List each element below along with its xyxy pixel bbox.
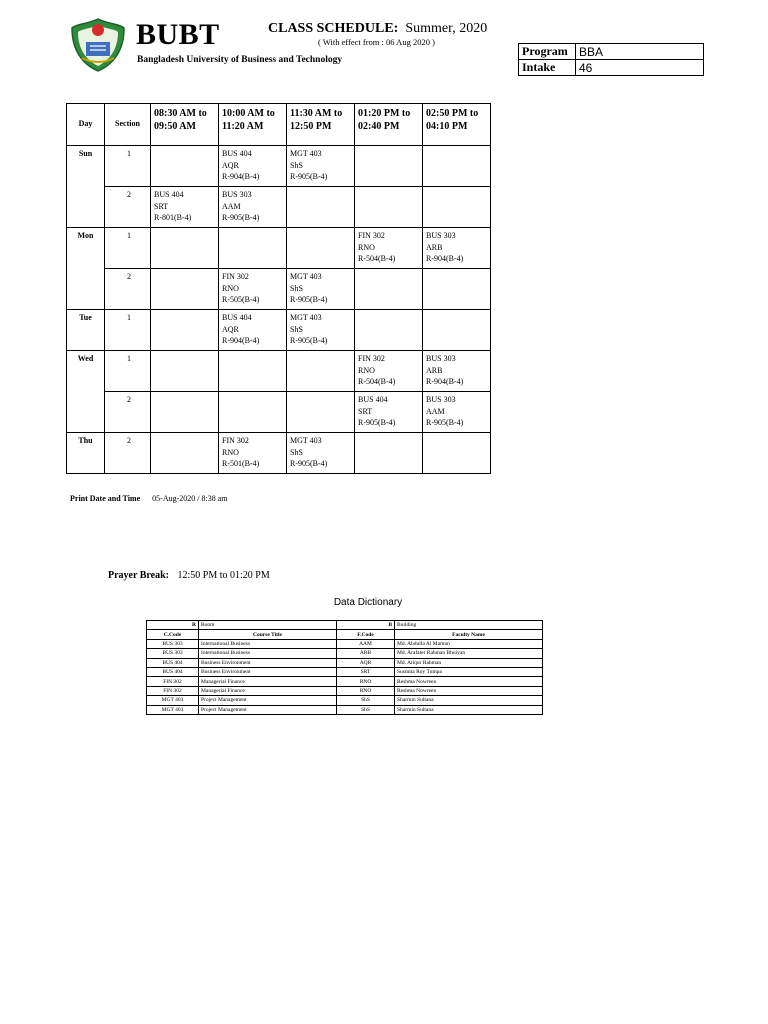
column-header-day: Day — [67, 104, 105, 146]
print-date-time — [70, 494, 227, 503]
day-cell: Mon — [67, 228, 105, 310]
room-key: R — [147, 621, 199, 630]
schedule-title — [268, 21, 487, 37]
class-slot-cell — [219, 269, 287, 310]
course-code: MGT 403 — [147, 696, 199, 705]
slot-time-line: 12:50 PM — [290, 120, 332, 132]
dictionary-row — [147, 677, 543, 686]
empty-slot-cell — [219, 392, 287, 433]
section-cell: 1 — [105, 310, 151, 351]
empty-slot-cell — [355, 433, 423, 474]
course-title: Project Management — [199, 705, 337, 714]
class-slot-line: R-905(B-4) — [290, 172, 328, 181]
empty-slot-cell — [287, 351, 355, 392]
class-slot-line: AQR — [222, 324, 239, 334]
class-slot-line: RNO — [358, 242, 375, 252]
empty-slot-cell — [287, 187, 355, 228]
class-slot-cell — [423, 392, 491, 433]
class-slot-line: BUS 404 — [222, 313, 252, 322]
class-slot-line: R-905(B-4) — [290, 336, 328, 345]
header-course-code: C.Code — [147, 630, 199, 639]
class-slot-line: SRT — [154, 201, 169, 211]
schedule-row — [67, 310, 491, 351]
class-slot-line: RNO — [222, 283, 239, 293]
program-info-table — [518, 43, 704, 76]
course-title: International Business — [199, 649, 337, 658]
class-slot-line: R-904(B-4) — [426, 254, 464, 263]
class-slot-line: BUS 303 — [426, 395, 456, 404]
class-slot-line: R-501(B-4) — [222, 459, 260, 468]
faculty-code: RNO — [337, 686, 395, 695]
class-schedule-table — [66, 103, 491, 474]
section-cell: 2 — [105, 187, 151, 228]
schedule-row — [67, 187, 491, 228]
class-slot-cell — [151, 187, 219, 228]
class-slot-line: BUS 404 — [154, 190, 184, 199]
class-slot-line: R-905(B-4) — [426, 418, 464, 427]
course-code: FIN 302 — [147, 686, 199, 695]
schedule-row — [67, 146, 491, 187]
day-cell: Thu — [67, 433, 105, 474]
course-code: MGT 403 — [147, 705, 199, 714]
class-slot-cell — [219, 146, 287, 187]
class-slot-cell — [355, 351, 423, 392]
empty-slot-cell — [355, 269, 423, 310]
schedule-label: CLASS SCHEDULE: — [268, 21, 399, 36]
course-title: Business Environment — [199, 667, 337, 676]
slot-time-line: 02:40 PM — [358, 120, 400, 132]
slot-time-line: 08:30 AM to — [154, 108, 207, 119]
program-row — [519, 44, 704, 60]
faculty-name: Sharmin Sultana — [395, 705, 543, 714]
class-slot-cell — [219, 433, 287, 474]
faculty-code: ShS — [337, 705, 395, 714]
empty-slot-cell — [423, 146, 491, 187]
empty-slot-cell — [355, 146, 423, 187]
dictionary-row — [147, 658, 543, 667]
class-slot-line: AQR — [222, 160, 239, 170]
slot-time-line: 09:50 AM — [154, 120, 196, 132]
class-slot-line: R-905(B-4) — [290, 459, 328, 468]
prayer-label: Prayer Break: — [108, 570, 170, 581]
section-cell: 2 — [105, 269, 151, 310]
column-header-slot — [355, 104, 423, 146]
class-slot-line: ShS — [290, 160, 303, 170]
university-logo — [68, 16, 128, 74]
class-slot-line: FIN 302 — [358, 231, 385, 240]
class-slot-cell — [355, 392, 423, 433]
empty-slot-cell — [151, 310, 219, 351]
slot-time-line: 01:20 PM to — [358, 108, 411, 119]
dictionary-row — [147, 686, 543, 695]
building-value: Building — [395, 621, 543, 630]
class-slot-cell — [355, 228, 423, 269]
class-slot-cell — [287, 310, 355, 351]
slot-time-line: 02:50 PM to — [426, 108, 479, 119]
column-header-slot — [151, 104, 219, 146]
course-code: BUS 303 — [147, 649, 199, 658]
class-slot-line: BUS 404 — [222, 149, 252, 158]
header-faculty-code: F.Code — [337, 630, 395, 639]
faculty-name: Md. Abdulla Al Mamun — [395, 639, 543, 648]
empty-slot-cell — [151, 146, 219, 187]
class-slot-line: MGT 403 — [290, 272, 322, 281]
empty-slot-cell — [423, 310, 491, 351]
faculty-code: AAM — [337, 639, 395, 648]
section-cell: 1 — [105, 228, 151, 269]
class-slot-line: RNO — [222, 447, 239, 457]
column-header-slot — [287, 104, 355, 146]
class-slot-line: R-504(B-4) — [358, 254, 396, 263]
class-slot-line: R-801(B-4) — [154, 213, 192, 222]
faculty-name: Susmita Roy Tumpa — [395, 667, 543, 676]
course-code: BUS 404 — [147, 658, 199, 667]
dictionary-row — [147, 705, 543, 714]
faculty-code: SRT — [337, 667, 395, 676]
column-header-section: Section — [105, 104, 151, 146]
building-key: B — [337, 621, 395, 630]
empty-slot-cell — [151, 269, 219, 310]
dictionary-row — [147, 667, 543, 676]
faculty-name: Md. Arafater Rahman Bhuiyan — [395, 649, 543, 658]
schedule-row — [67, 433, 491, 474]
class-slot-cell — [423, 228, 491, 269]
section-cell: 1 — [105, 351, 151, 392]
course-title: Project Management — [199, 696, 337, 705]
empty-slot-cell — [355, 310, 423, 351]
schedule-row — [67, 351, 491, 392]
faculty-name: Md. Atiqur Rahman — [395, 658, 543, 667]
slot-time-line: 10:00 AM to — [222, 108, 275, 119]
schedule-row — [67, 392, 491, 433]
class-slot-line: FIN 302 — [222, 436, 249, 445]
course-code: FIN 302 — [147, 677, 199, 686]
dictionary-row — [147, 649, 543, 658]
class-slot-line: ShS — [290, 447, 303, 457]
class-slot-line: MGT 403 — [290, 436, 322, 445]
intake-label: Intake — [519, 60, 576, 76]
course-title: Managerial Finance — [199, 686, 337, 695]
schedule-term: Summer, 2020 — [405, 21, 488, 36]
class-slot-line: FIN 302 — [358, 354, 385, 363]
class-slot-line: ShS — [290, 283, 303, 293]
faculty-code: ShS — [337, 696, 395, 705]
empty-slot-cell — [423, 433, 491, 474]
day-cell: Wed — [67, 351, 105, 433]
class-slot-line: BUS 303 — [426, 354, 456, 363]
dictionary-row — [147, 639, 543, 648]
class-slot-line: R-905(B-4) — [358, 418, 396, 427]
class-slot-line: MGT 403 — [290, 149, 322, 158]
column-header-slot — [423, 104, 491, 146]
header-course-title: Course Title — [199, 630, 337, 639]
faculty-code: AQR — [337, 658, 395, 667]
class-slot-cell — [219, 187, 287, 228]
effective-date: ( With effect from : 06 Aug 2020 ) — [318, 37, 435, 47]
section-cell: 2 — [105, 433, 151, 474]
prayer-value: 12:50 PM to 01:20 PM — [177, 570, 270, 581]
day-cell: Sun — [67, 146, 105, 228]
column-header-slot — [219, 104, 287, 146]
class-slot-line: ARB — [426, 242, 443, 252]
faculty-code: RNO — [337, 677, 395, 686]
class-slot-line: R-904(B-4) — [222, 336, 260, 345]
course-title: Business Environment — [199, 658, 337, 667]
class-slot-line: R-904(B-4) — [426, 377, 464, 386]
intake-row — [519, 60, 704, 76]
intake-value: 46 — [576, 60, 704, 76]
class-slot-line: R-504(B-4) — [358, 377, 396, 386]
empty-slot-cell — [287, 392, 355, 433]
prayer-break — [108, 570, 270, 581]
class-slot-line: R-905(B-4) — [290, 295, 328, 304]
class-slot-cell — [287, 146, 355, 187]
empty-slot-cell — [355, 187, 423, 228]
dictionary-row — [147, 696, 543, 705]
class-slot-cell — [219, 310, 287, 351]
faculty-name: Reshma Nowreen — [395, 677, 543, 686]
data-dictionary-title: Data Dictionary — [333, 597, 403, 608]
course-title: International Business — [199, 639, 337, 648]
class-slot-line: R-904(B-4) — [222, 172, 260, 181]
print-value: 05-Aug-2020 / 8:38 am — [152, 494, 228, 503]
class-slot-line: R-905(B-4) — [222, 213, 260, 222]
header-faculty-name: Faculty Name — [395, 630, 543, 639]
class-slot-line: AAM — [426, 406, 445, 416]
class-slot-cell — [287, 433, 355, 474]
room-value: Room — [199, 621, 337, 630]
empty-slot-cell — [423, 187, 491, 228]
empty-slot-cell — [151, 392, 219, 433]
class-slot-line: ShS — [290, 324, 303, 334]
data-dictionary-table — [146, 620, 543, 715]
program-value: BBA — [576, 44, 704, 60]
empty-slot-cell — [219, 351, 287, 392]
class-slot-line: BUS 404 — [358, 395, 388, 404]
print-label: Print Date and Time — [70, 494, 141, 503]
course-code: BUS 404 — [147, 667, 199, 676]
empty-slot-cell — [151, 228, 219, 269]
day-cell: Tue — [67, 310, 105, 351]
section-cell: 2 — [105, 392, 151, 433]
empty-slot-cell — [287, 228, 355, 269]
university-abbreviation: BUBT — [136, 18, 220, 51]
faculty-name: Reshma Nowreen — [395, 686, 543, 695]
empty-slot-cell — [219, 228, 287, 269]
dictionary-legend-row — [147, 621, 543, 630]
slot-time-line: 11:30 AM to — [290, 108, 343, 119]
slot-time-line: 11:20 AM — [222, 120, 264, 132]
empty-slot-cell — [151, 351, 219, 392]
slot-time-line: 04:10 PM — [426, 120, 468, 132]
empty-slot-cell — [423, 269, 491, 310]
faculty-name: Sharmin Sultana — [395, 696, 543, 705]
class-slot-cell — [287, 269, 355, 310]
class-slot-line: R-505(B-4) — [222, 295, 260, 304]
course-title: Managerial Finance — [199, 677, 337, 686]
class-slot-line: FIN 302 — [222, 272, 249, 281]
faculty-code: ARB — [337, 649, 395, 658]
dictionary-header-row — [147, 630, 543, 639]
schedule-row — [67, 269, 491, 310]
class-slot-line: BUS 303 — [426, 231, 456, 240]
schedule-row — [67, 228, 491, 269]
empty-slot-cell — [151, 433, 219, 474]
class-slot-line: AAM — [222, 201, 241, 211]
class-slot-line: BUS 303 — [222, 190, 252, 199]
program-label: Program — [519, 44, 576, 60]
class-slot-cell — [423, 351, 491, 392]
schedule-header-row — [67, 104, 491, 146]
class-slot-line: ARB — [426, 365, 443, 375]
class-slot-line: SRT — [358, 406, 373, 416]
class-slot-line: MGT 403 — [290, 313, 322, 322]
section-cell: 1 — [105, 146, 151, 187]
university-full-name: Bangladesh University of Business and Technology — [137, 55, 343, 65]
course-code: BUS 303 — [147, 639, 199, 648]
class-slot-line: RNO — [358, 365, 375, 375]
